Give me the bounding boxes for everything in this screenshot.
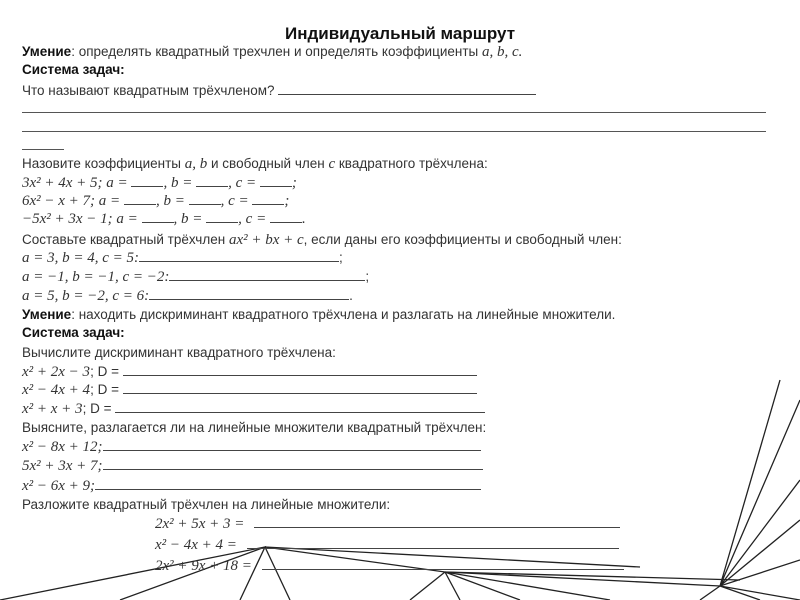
disc-row: x² + 2x − 3; D = [22, 363, 477, 381]
question-check: Выясните, разлагается ли на линейные множители квадратный трёхчлен: [22, 420, 487, 435]
system-heading-1: Система задач: [22, 62, 125, 77]
page-title: Индивидуальный маршрут [284, 24, 516, 43]
blank[interactable] [103, 438, 481, 451]
blank[interactable] [149, 287, 349, 300]
build-row: a = −1, b = −1, c = −2: ; [22, 269, 370, 285]
blank[interactable] [123, 363, 477, 376]
disc-row: x² − 4x + 4; D = [22, 381, 477, 399]
system-heading-2: Система задач: [22, 325, 125, 340]
blank[interactable] [206, 210, 238, 223]
answer-line[interactable] [22, 131, 766, 132]
factor-row: 2x² + 9x + 18 = [155, 557, 624, 575]
blank[interactable] [123, 381, 477, 394]
answer-line[interactable] [22, 149, 64, 150]
coef-row: −5x² + 3x − 1; a = , b = , c = . [22, 211, 306, 227]
blank[interactable] [196, 174, 228, 187]
question-coefficients: Назовите коэффициенты a, b и свободный член c квадратного трёхчлена: [22, 156, 488, 172]
skill-1: Умение: определять квадратный трехчлен и определять коэффициенты a, b, c. [22, 44, 523, 60]
check-row: 5x² + 3x + 7; [22, 457, 483, 475]
blank[interactable] [139, 249, 339, 262]
blank[interactable] [124, 192, 156, 205]
factor-row: x² − 4x + 4 = [155, 536, 619, 554]
coef-row: 3x² + 4x + 5; a = , b = , c = ; [22, 175, 297, 191]
build-row: a = 3, b = 4, c = 5: ; [22, 250, 343, 266]
blank[interactable] [115, 400, 485, 413]
blank[interactable] [95, 477, 481, 490]
blank[interactable] [169, 268, 365, 281]
blank[interactable] [260, 174, 292, 187]
check-row: x² − 6x + 9; [22, 477, 481, 495]
question-definition: Что называют квадратным трёхчленом? [22, 82, 536, 100]
coef-row: 6x² − x + 7; a = , b = , c = ; [22, 193, 290, 209]
skill-2: Умение: находить дискриминант квадратного трёхчлена и разлагать на линейные множители. [22, 307, 616, 322]
disc-row: x² + x + 3; D = [22, 400, 485, 418]
blank[interactable] [247, 536, 619, 549]
blank[interactable] [131, 174, 163, 187]
question-build: Составьте квадратный трёхчлен ax² + bx + c, если даны его коэффициенты и свободный член: [22, 232, 622, 248]
blank[interactable] [270, 210, 302, 223]
question-discriminant: Вычислите дискриминант квадратного трёхчлена: [22, 345, 336, 360]
check-row: x² − 8x + 12; [22, 438, 481, 456]
blank[interactable] [189, 192, 221, 205]
build-row: a = 5, b = −2, c = 6: . [22, 288, 353, 304]
blank[interactable] [103, 457, 483, 470]
factor-row: 2x² + 5x + 3 = [155, 515, 620, 533]
blank[interactable] [142, 210, 174, 223]
blank[interactable] [252, 192, 284, 205]
blank[interactable] [262, 557, 624, 570]
answer-line[interactable] [22, 112, 766, 113]
question-factor: Разложите квадратный трёхчлен на линейные множители: [22, 497, 391, 512]
answer-blank[interactable] [278, 82, 536, 95]
blank[interactable] [254, 515, 620, 528]
